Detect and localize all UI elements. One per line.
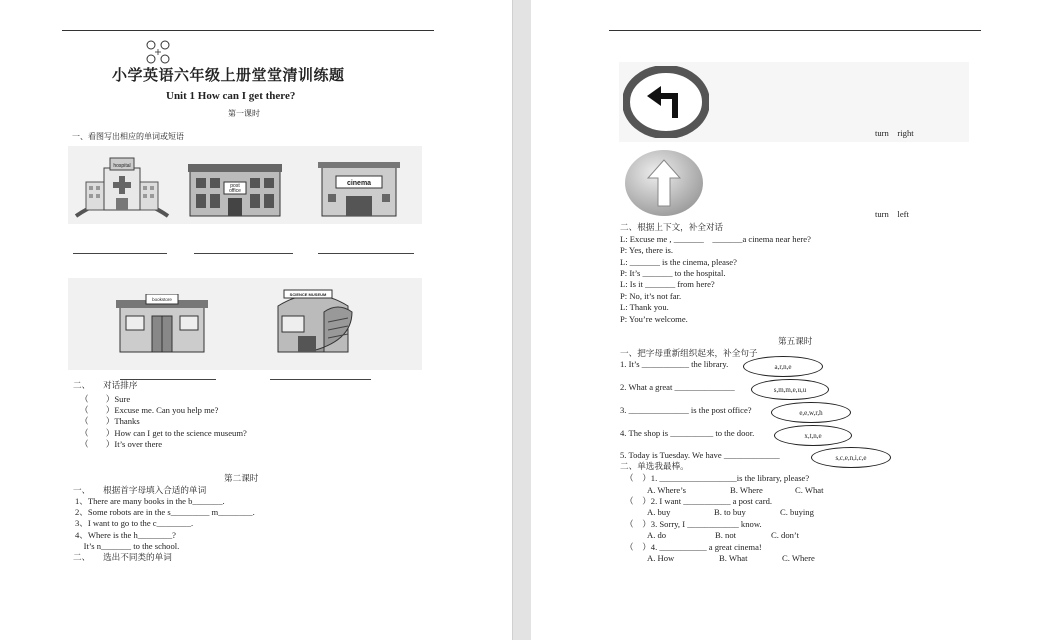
dialog-section-title: 二、根据上下文，补全对话 <box>620 222 724 232</box>
turn-left-option: turn left <box>875 209 909 219</box>
post-sign-line-1: post <box>230 183 240 189</box>
dialog-line-8: P: You’re welcome. <box>620 314 688 324</box>
page-gutter <box>512 0 532 640</box>
dialog-line-4: P: It’s _______ to the hospital. <box>620 268 726 278</box>
section-3-title: 一、 根据首字母填入合适的单词 <box>73 485 207 495</box>
letters-bubble-5: s,c,e,n,i,c,e <box>811 447 891 468</box>
scramble-item-2: 2. What a great ______________ <box>620 382 735 392</box>
mc-question-1: （ ）1. __________________is the library, please? <box>625 473 810 483</box>
fill-item-4: 4、Where is the h________? <box>75 530 176 540</box>
ordering-item-5: （ ）It’s over there <box>80 439 163 449</box>
choice-section-title: 二、单选我最棒。 <box>620 461 689 471</box>
document-page-left <box>0 0 512 640</box>
dialog-line-2: P: Yes, there is. <box>620 245 674 255</box>
dialog-line-3: L: _______ is the cinema, please? <box>620 257 737 267</box>
mc-1-option-c: C. What <box>795 485 824 495</box>
lesson-1-heading: 第一课时 <box>228 109 260 118</box>
header-rule <box>62 30 434 31</box>
section-1-instruction: 一、看图写出相应的单词或短语 <box>72 132 184 141</box>
turn-right-option: turn right <box>875 128 914 138</box>
mc-2-option-c: C. buying <box>780 507 814 517</box>
scramble-item-1: 1. It’s ___________ the library. <box>620 359 729 369</box>
mc-1-option-a: A. Where’s <box>647 485 686 495</box>
letters-bubble-3: e,e,w,r,h <box>771 402 851 423</box>
cinema-picture <box>314 160 404 220</box>
go-straight-sign-icon <box>623 148 705 218</box>
move-handle-icon[interactable] <box>143 39 173 65</box>
scramble-item-4: 4. The shop is __________ to the door. <box>620 428 755 438</box>
fill-item-2: 2、Some robots are in the s_________ m________. <box>75 507 255 517</box>
section-2-title: 二、 对话排序 <box>73 380 138 390</box>
fill-item-3: 3、I want to go to the c________. <box>75 518 194 528</box>
ordering-item-2: （ ）Excuse me. Can you help me? <box>80 405 219 415</box>
mc-3-option-b: B. not <box>715 530 737 540</box>
dialog-line-6: P: No, it’s not far. <box>620 291 682 301</box>
mc-2-option-b: B. to buy <box>714 507 746 517</box>
post-sign-line-2: office <box>229 188 241 194</box>
letters-bubble-1: a,r,n,e <box>743 356 823 377</box>
mc-3-option-c: C. don’t <box>771 530 800 540</box>
museum-sign: SCIENCE MUSEUM <box>289 292 327 297</box>
dialog-line-7: L: Thank you. <box>620 302 669 312</box>
mc-4-option-a: A. How <box>647 553 675 563</box>
science-museum-picture <box>268 282 358 360</box>
bookstore-picture <box>112 294 212 356</box>
header-rule <box>609 30 981 31</box>
mc-4-option-b: B. What <box>719 553 748 563</box>
ordering-item-3: （ ）Thanks <box>80 416 140 426</box>
unit-title: Unit 1 How can I get there? <box>166 90 296 102</box>
scramble-section-title: 一、把字母重新组织起来，补全句子 <box>620 348 758 358</box>
mc-4-option-c: C. Where <box>782 553 815 563</box>
cinema-sign: cinema <box>346 180 372 187</box>
scramble-item-5: 5. Today is Tuesday. We have _____________ <box>620 450 780 460</box>
ordering-item-1: （ ）Sure <box>80 394 131 404</box>
dialog-line-1: L: Excuse me , _______ _______a cinema near here? <box>620 234 811 244</box>
mc-1-option-b: B. Where <box>730 485 763 495</box>
mc-question-2: （ ）2. I want ___________ a post card. <box>625 496 773 506</box>
hospital-label: hospital <box>113 163 131 169</box>
fill-item-1: 1、There are many books in the b_______. <box>75 496 225 506</box>
lesson-5-heading: 第五课时 <box>778 336 813 346</box>
hospital-picture <box>72 154 172 222</box>
scramble-item-3: 3. ______________ is the post office? <box>620 405 752 415</box>
fill-item-4-answer: It’s n_______ to the school. <box>75 541 180 551</box>
answer-line-1 <box>73 253 167 254</box>
worksheet-title: 小学英语六年级上册堂堂清训练题 <box>112 66 345 84</box>
letters-bubble-2: s,m,m,e,u,u <box>751 379 829 400</box>
post-office-picture <box>184 160 286 220</box>
answer-line-5 <box>270 379 371 380</box>
answer-line-3 <box>318 253 414 254</box>
section-4-title: 二、 选出不同类的单词 <box>73 552 172 562</box>
ordering-item-4: （ ）How can I get to the science museum? <box>80 428 247 438</box>
mc-2-option-a: A. buy <box>647 507 671 517</box>
mc-question-4: （ ）4. ___________ a great cinema! <box>625 542 762 552</box>
dialog-line-5: L: Is it _______ from here? <box>620 279 715 289</box>
answer-line-2 <box>194 253 293 254</box>
letters-bubble-4: x,t,n,e <box>774 425 852 446</box>
mc-3-option-a: A. do <box>647 530 667 540</box>
bookstore-sign: bookstore <box>152 297 172 302</box>
turn-left-sign-icon <box>623 66 709 138</box>
document-page-right <box>531 0 1057 640</box>
lesson-2-heading: 第二课时 <box>224 473 259 483</box>
mc-question-3: （ ）3. Sorry, I ____________ know. <box>625 519 762 529</box>
